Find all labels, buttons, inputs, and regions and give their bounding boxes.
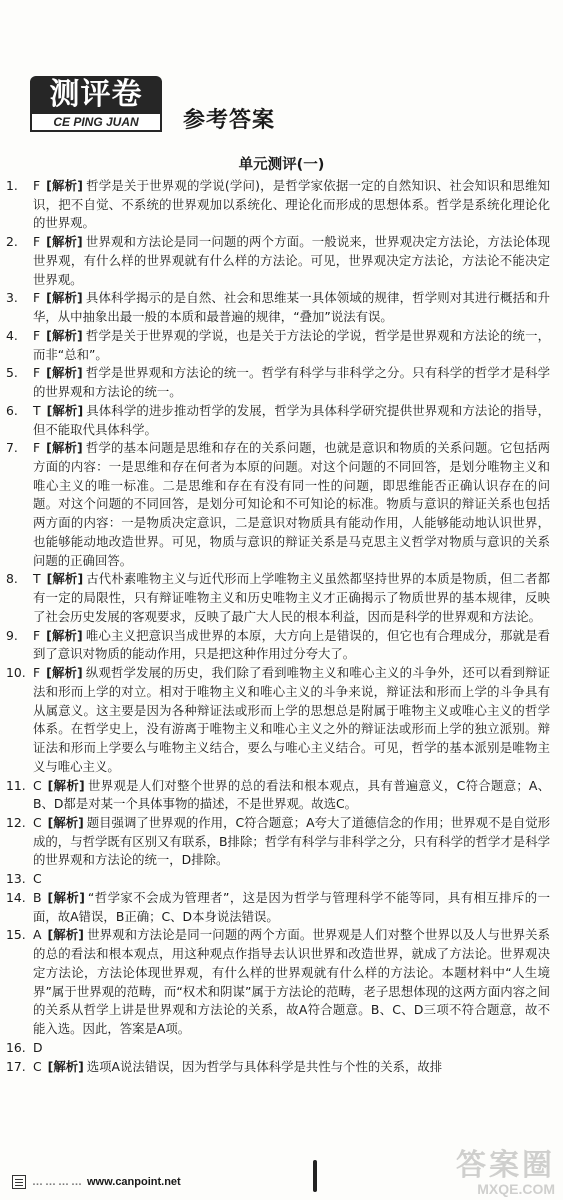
answer-item xyxy=(6,814,550,870)
analysis-tag: [解析] xyxy=(46,365,83,381)
footer-dots: ………… xyxy=(32,1176,84,1188)
question-number: 10. xyxy=(6,665,26,681)
answer-item xyxy=(6,364,550,401)
analysis-text: 哲学是世界观和方法论的统一。哲学有科学与非科学之分。只有科学的哲学才是科学的世界观和方法论的统一。 xyxy=(33,365,551,400)
question-number: 13. xyxy=(6,871,26,887)
answer-item xyxy=(6,870,550,889)
analysis-text: 题目强调了世界观的作用，C符合题意；A夸大了道德信念的作用；世界观不是自觉形成的，与哲学既有区别又有联系，B排除；哲学有科学与非科学之分，只有科学的哲学才是科学的世界观和方法论的统一，D排除。 xyxy=(33,814,550,868)
answer-item xyxy=(6,402,550,439)
answer-item xyxy=(6,233,550,289)
analysis-tag: [解析] xyxy=(47,927,84,943)
question-number: 15. xyxy=(6,927,26,943)
analysis-tag: [解析] xyxy=(47,814,84,830)
answer-item xyxy=(6,327,550,364)
answer-letter: C xyxy=(33,777,42,793)
analysis-tag: [解析] xyxy=(46,627,83,643)
analysis-tag: [解析] xyxy=(46,571,84,587)
question-number: 2. xyxy=(6,234,18,250)
answer-letter: F xyxy=(33,440,41,456)
answer-item xyxy=(6,177,550,233)
analysis-tag: [解析] xyxy=(47,1058,84,1074)
answer-item xyxy=(6,439,550,570)
analysis-text: 世界观和方法论是同一问题的两个方面。一般说来，世界观决定方法论，方法论体现世界观，有什么样的世界观就有什么样的方法论。可见，世界观决定方法论，方法论不能决定世界观。 xyxy=(33,234,551,287)
question-number: 12. xyxy=(6,814,26,830)
section-title: 单元测评(一) xyxy=(238,157,325,173)
footer-url: www.canpoint.net xyxy=(87,1176,181,1188)
answer-list xyxy=(6,177,550,1076)
analysis-text: 哲学是关于世界观的学说，也是关于方法论的学说，哲学是世界观和方法论的统一，而非“总和”。 xyxy=(33,327,551,362)
question-number: 11. xyxy=(6,777,26,793)
analysis-text: “哲学家不会成为管理者”，这是因为哲学与管理科学不能等同，具有相互排斥的一面，故A错误，B正确；C、D本身说法错误。 xyxy=(33,889,550,924)
answer-letter: D xyxy=(33,1039,43,1055)
answer-item xyxy=(6,889,550,926)
analysis-text: 古代朴素唯物主义与近代形而上学唯物主义虽然都坚持世界的本质是物质，但二者都有一定的局限性，只有辩证唯物主义和历史唯物主义才正确揭示了物质世界的基本规律，反映了社会历史发展的客观要求，反映了最广大人民的根本利益，因而是科学的世界观和方法论。 xyxy=(33,571,550,624)
analysis-tag: [解析] xyxy=(47,889,85,905)
answer-letter: T xyxy=(33,402,41,418)
analysis-text: 哲学的基本问题是思维和存在的关系问题，也就是意识和物质的关系问题。它包括两方面的内容：一是思维和存在何者为本原的问题。对这个问题的不同回答，是划分唯物主义和唯心主义的唯一标准。二是思维和存在有没有同一性的问题，即思维能否正确认识存在的问题。对这个问题的不同回答，是划分可知论和不可知论的标准。物质与意识的辩证关系也包括两方面的内容：一是物质决定意识，二是意识对物质具有能动作用，人能够能动地认识世界，也能够能动地改造世界。可见，物质与意识的辩证关系是马克思主义哲学对物质与意识的关系问题的正确回答。 xyxy=(33,440,551,568)
analysis-text: 世界观和方法论是同一问题的两个方面。世界观是人们对整个世界以及人与世界关系的总的看法和根本观点，用这种观点作指导去认识世界和改造世界，就成了方法论。世界观决定方法论，方法论体现世界观，有什么样的世界观就有什么样的方法论。本题材料中“人生境界”属于世界观的范畴，而“权术和阴谋”属于方法论的范畴，老子思想体现的这两方面内容之间的关系从哲学上讲是世界观和方法论的关系，故A符合题意。B、C、D三项不符合题意，故不能入选。因此，答案是A项。 xyxy=(33,927,551,1037)
answer-letter: F xyxy=(33,290,41,306)
answer-item xyxy=(6,289,550,326)
answer-letter: C xyxy=(33,1058,42,1074)
answer-letter: F xyxy=(33,327,41,343)
watermark xyxy=(415,1150,555,1196)
question-number: 17. xyxy=(6,1058,26,1074)
analysis-text: 纵观哲学发展的历史，我们除了看到唯物主义和唯心主义的斗争外，还可以看到辩证法和形而上学的对立。相对于唯物主义和唯心主义的斗争来说，辩证法和形而上学的斗争具有从属意义。这主要是因为各种辩证法或形而上学的思想总是附属于唯物主义或唯心主义的哲学体系。在哲学史上，没有游离于唯物主义和唯心主义之外的辩证法或形而上学的独立派别。辩证法和形而上学要么与唯物主义结合，要么与唯心主义结合。可见，哲学的基本派别是唯物主义与唯心主义。 xyxy=(33,665,551,774)
answer-letter: F xyxy=(33,365,41,381)
answer-letter: C xyxy=(33,871,42,887)
page-title: 参考答案 xyxy=(183,108,276,133)
analysis-tag: [解析] xyxy=(46,234,83,250)
answer-letter: B xyxy=(33,889,42,905)
question-number: 8. xyxy=(6,571,18,587)
analysis-text: 具体科学的进步推动哲学的发展，哲学为具体科学研究提供世界观和方法论的指导，但不能取代具体科学。 xyxy=(33,402,550,437)
ce-ping-juan-logo xyxy=(30,76,162,132)
analysis-tag: [解析] xyxy=(46,665,83,681)
answer-item xyxy=(6,570,550,626)
analysis-text: 哲学是关于世界观的学说(学问)，是哲学家依据一定的自然知识、社会知识和思维知识，把不自觉、不系统的世界观加以系统化、理论化而形成的思想体系。哲学是系统化理论化的世界观。 xyxy=(33,178,551,231)
answer-item xyxy=(6,664,550,776)
answer-item xyxy=(6,1039,550,1058)
analysis-tag: [解析] xyxy=(46,178,83,193)
analysis-tag: [解析] xyxy=(46,440,83,456)
analysis-tag: [解析] xyxy=(46,327,83,343)
logo-main-text: 测评卷 xyxy=(30,76,162,114)
question-number: 4. xyxy=(6,327,18,343)
answer-letter: T xyxy=(33,571,41,587)
answer-item xyxy=(6,777,550,814)
question-number: 1. xyxy=(6,178,18,193)
question-number: 16. xyxy=(6,1039,26,1055)
answer-letter: A xyxy=(33,927,42,943)
question-number: 7. xyxy=(6,440,18,456)
analysis-text: 选项A说法错误，因为哲学与具体科学是共性与个性的关系，故排 xyxy=(86,1058,443,1074)
answer-item xyxy=(6,1058,550,1077)
question-number: 3. xyxy=(6,290,18,306)
answer-letter: F xyxy=(33,234,41,250)
answer-item xyxy=(6,926,550,1038)
question-number: 6. xyxy=(6,402,18,418)
watermark-cn: 答案圈 xyxy=(456,1148,555,1183)
answer-letter: F xyxy=(33,178,41,193)
book-icon xyxy=(12,1175,26,1189)
answer-letter: C xyxy=(33,814,42,830)
answer-letter: F xyxy=(33,627,41,643)
footer xyxy=(12,1175,181,1189)
analysis-tag: [解析] xyxy=(47,777,85,793)
answer-letter: F xyxy=(33,665,41,681)
question-number: 5. xyxy=(6,365,18,381)
analysis-tag: [解析] xyxy=(46,402,84,418)
question-number: 14. xyxy=(6,889,26,905)
analysis-text: 唯心主义把意识当成世界的本原，大方向上是错误的，但它也有合理成分，那就是看到了意识对物质的能动作用，只是把这种作用过分夸大了。 xyxy=(33,627,551,662)
scan-mark xyxy=(313,1160,317,1192)
question-number: 9. xyxy=(6,627,18,643)
analysis-text: 具体科学揭示的是自然、社会和思维某一具体领域的规律，哲学则对其进行概括和升华，从中抽象出最一般的本质和最普遍的规律，“叠加”说法有误。 xyxy=(33,290,551,325)
answer-item xyxy=(6,627,550,664)
analysis-text: 世界观是人们对整个世界的总的看法和根本观点，具有普遍意义，C符合题意；A、B、D都是对某一个具体事物的描述，不是世界观。故选C。 xyxy=(33,777,550,812)
analysis-tag: [解析] xyxy=(46,290,83,306)
logo-sub-text: CE PING JUAN xyxy=(30,114,162,132)
watermark-en: MXQE.COM xyxy=(477,1181,555,1197)
